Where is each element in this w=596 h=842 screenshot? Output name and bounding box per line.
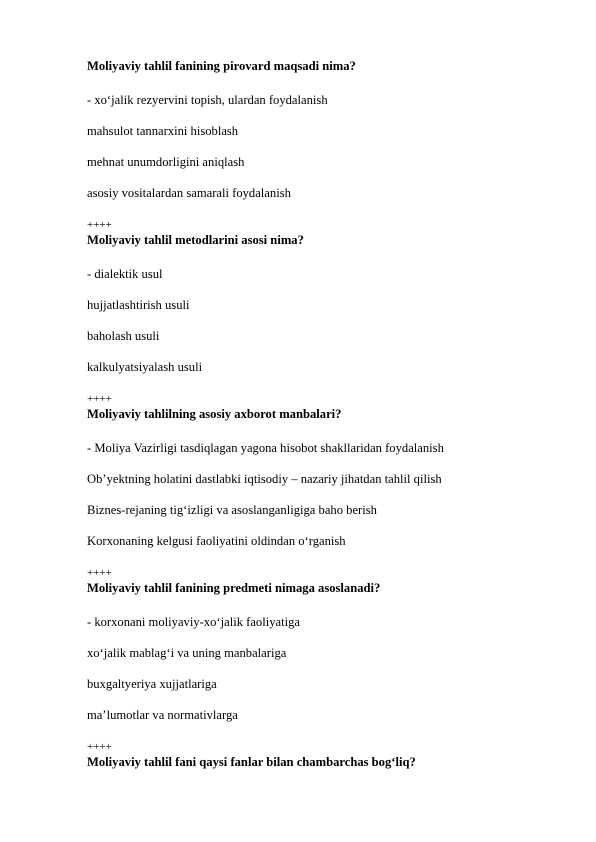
answer-1-1: - xo‘jalik rezyervini topish, ulardan foydalanish [87,93,328,107]
answer-4-1: - korxonani moliyaviy-xo‘jalik faoliyatiga [87,615,300,629]
question-2: Moliyaviy tahlil metodlarini asosi nima? [87,233,304,247]
answer-4-4: ma’lumotlar va normativlarga [87,708,238,722]
question-1: Moliyaviy tahlil fanining pirovard maqsadi nima? [87,59,356,73]
answer-4-2: xo‘jalik mablag‘i va uning manbalariga [87,646,287,660]
separator-4: ++++ [87,741,112,753]
answer-1-2: mahsulot tannarxini hisoblash [87,124,239,138]
answer-1-4: asosiy vositalardan samarali foydalanish [87,186,291,200]
separator-1: ++++ [87,219,112,231]
question-5: Moliyaviy tahlil fani qaysi fanlar bilan chambarchas bog‘liq? [87,755,416,769]
separator-3: ++++ [87,567,112,579]
answer-1-3: mehnat unumdorligini aniqlash [87,155,245,169]
answer-3-4: Korxonaning kelgusi faoliyatini oldindan o‘rganish [87,534,346,548]
answer-2-2: hujjatlashtirish usuli [87,298,190,312]
question-3: Moliyaviy tahlilning asosiy axborot manbalari? [87,407,342,421]
answer-3-2: Ob’yektning holatini dastlabki iqtisodiy – nazariy jihatdan tahlil qilish [87,472,442,486]
answer-2-4: kalkulyatsiyalash usuli [87,360,203,374]
answer-4-3: buxgaltyeriya xujjatlariga [87,677,217,691]
answer-3-3: Biznes-rejaning tig‘izligi va asoslanganligiga baho berish [87,503,377,517]
answer-2-1: - dialektik usul [87,267,163,281]
question-4: Moliyaviy tahlil fanining predmeti nimaga asoslanadi? [87,581,381,595]
separator-2: ++++ [87,393,112,405]
answer-2-3: baholash usuli [87,329,160,343]
answer-3-1: - Moliya Vazirligi tasdiqlagan yagona hisobot shakllaridan foydalanish [87,441,444,455]
